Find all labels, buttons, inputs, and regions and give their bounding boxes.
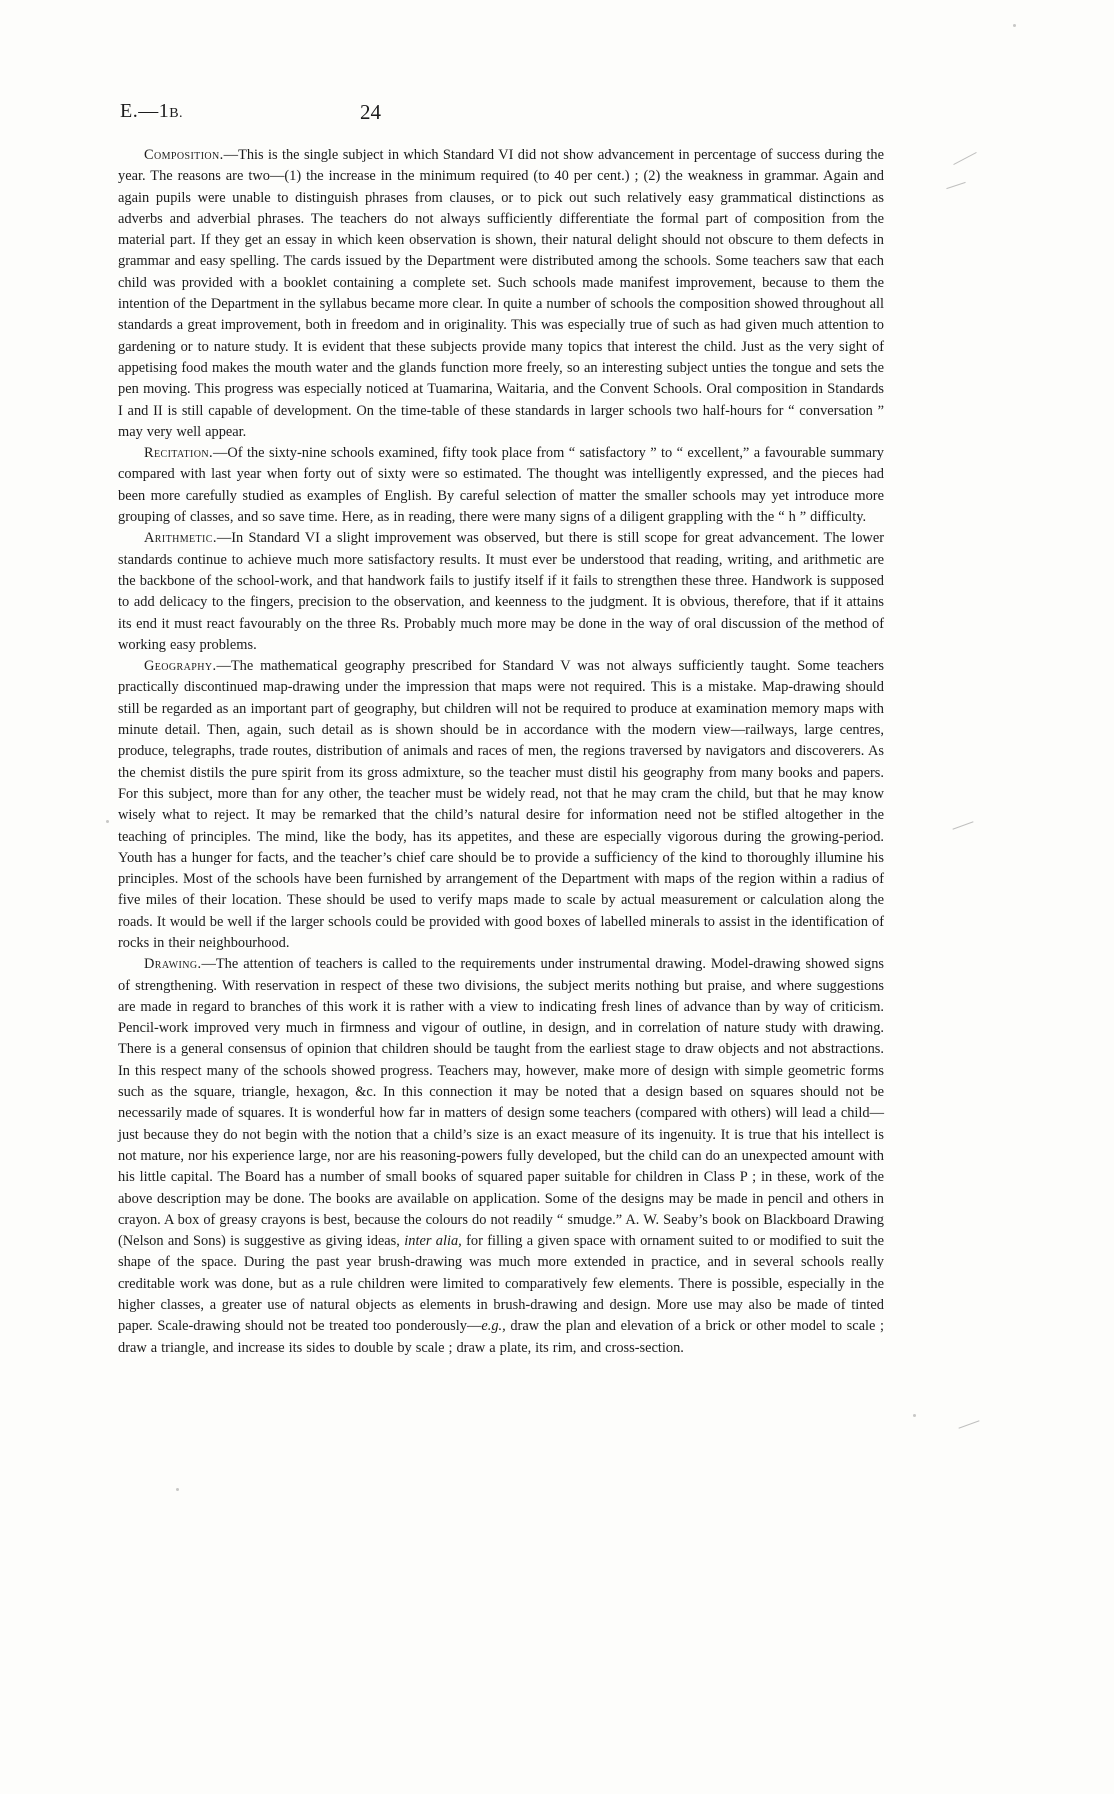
page-number: 24 [360,100,381,124]
paragraph-recitation [118,443,884,528]
paragraph-heading-drawing: Drawing. [144,956,202,973]
page-header [120,100,1000,126]
body-text-column [118,145,884,1359]
paragraph-italic-inter-alia: inter alia, [404,1233,462,1250]
paragraph-geography [118,656,884,954]
paragraph-heading-arithmetic: Arithmetic. [144,530,217,547]
scan-stroke-middle-right [946,182,965,189]
scan-stroke-bottom-right [958,1420,979,1428]
paragraph-body-recitation: —Of the sixty-nine schools examined, fifty took place from “ satisfactory ” to “ excellent,” a favourable summary compared with last year when forty out of sixty were so estimated. The thought was intelligently expressed, and the pieces had been more carefully studied as examples of English. By careful selection of matter the smaller schools may yet introduce more grouping of classes, and so save time. Here, as in reading, there were many signs of a diligent grappling with the “ h ” difficulty. [118,445,884,526]
folio-identifier-sep: —1 [138,100,170,122]
folio-identifier-suffix: B. [169,106,184,121]
paragraph-italic-eg: e.g., [481,1318,506,1335]
paragraph-composition [118,145,884,443]
paragraph-body-composition: —This is the single subject in which Standard VI did not show advancement in percentage of success during the year. The reasons are two—(1) the increase in the minimum required (to 40 per cent.) ; (2) the weakness in grammar. Again and again pupils were unable to distinguish phrases from clauses, or to pick out such relatively easy grammatical distinctions as adverbs and adverbial phrases. The teachers do not always sufficiently differentiate the formal part of composition from the material part. If they get an essay in which keen observation is shown, their natural delight should not obscure to them defects in grammar and easy spelling. The cards issued by the Department were distributed among the schools. Some teachers saw that each child was provided with a booklet containing a complete set. Such schools made manifest improvement, because to them the intention of the Department in the syllabus became more clear. In quite a number of schools the composition showed throughout all standards a great improvement, both in freedom and in originality. This was especially true of such as had given much attention to gardening or to nature study. It is evident that these subjects provide many topics that interest the child. Just as the very sight of appetising food makes the mouth water and the glands function more freely, so an interesting subject unties the tongue and sets the pen moving. This progress was especially noticed at Tuamarina, Waitaria, and the Convent Schools. Oral composition in Standards I and II is still capable of development. On the time-table of these standards in larger schools two half-hours for “ conversation ” may very well appear. [118,147,884,440]
scan-stroke-upper-right [953,152,976,165]
paragraph-body-drawing-cont: for filling a given space with ornament suited to or modified to suit the shape of the space. During the past year brush-drawing was much more extended in practice, and in several schools really creditable work was done, but as a rule children were limited to comparatively few elements. There is possible, especially in the higher classes, a greater use of natural objects as elements in brush-drawing and design. More use may also be made of tinted paper. Scale-drawing should not be treated too ponderously— [118,1233,885,1335]
paragraph-heading-recitation: Recitation. [144,445,214,462]
paragraph-body-geography: —The mathematical geography prescribed for Standard V was not always sufficiently taught. Some teachers practically discontinued map-drawing under the impression that maps were not required. This is a mistake. Map-drawing should still be regarded as an important part of geography, but children will not be required to produce at examination memory maps with minute detail. Then, again, such detail as is shown should be in accordance with the modern view—railways, large centres, produce, telegraphs, trade routes, distribution of animals and races of men, the regions traversed by navigators and discoverers. As the chemist distils the pure spirit from its gross admixture, so the teacher must distil his geography from many books and papers. For this subject, more than for any other, the teacher must be widely read, not that he may cram the child, but that he may know wisely what to reject. It may be remarked that the child’s natural desire for information need not be stifled altogether in the teaching of principles. The mind, like the body, has its appetites, and these are especially vigorous during the growing-period. Youth has a hunger for facts, and the teacher’s chief care should be to provide a sufficiency of the kind to thoroughly illumine his principles. Most of the schools have been furnished by arrangement of the Department with maps of the region within a radius of five miles of their location. These should be used to verify maps made to scale by actual measurement or calculation along the roads. It would be well if the larger schools could be provided with good boxes of labelled minerals to assist in the identification of rocks in their neighbourhood. [118,658,884,951]
folio-identifier-main: E. [120,100,139,122]
folio-identifier [120,100,183,123]
scan-speck-left-margin [106,820,109,823]
scan-speck-bottom-right [913,1414,916,1417]
paragraph-body-drawing-tail: draw the plan and elevation of a brick or other model to scale ; draw a triangle, and increase its sides to double by scale ; draw a plate, its rim, and cross-section. [118,1318,884,1356]
scan-stroke-geography-right [952,821,973,829]
paragraph-arithmetic [118,528,884,656]
paragraph-heading-geography: Geography. [144,658,217,675]
paragraph-body-drawing: —The attention of teachers is called to the requirements under instrumental drawing. Model-drawing showed signs of strengthening. With reservation in respect of these two divisions, the subject merits nothing but praise, and where suggestions are made in regard to branches of this work it is rather with a view to indicating fresh lines of advance than by way of criticism. Pencil-work improved very much in firmness and vigour of outline, in design, and in correlation of nature study with drawing. There is a general consensus of opinion that children should be taught from the earliest stage to draw objects and not abstractions. In this respect many of the schools showed progress. Teachers may, however, make more of design with simple geometric forms such as the square, triangle, hexagon, &c. In this connection it may be noted that a design based on squares should not be necessarily made of squares. It is wonderful how far in matters of design some teachers (compared with others) will lead a child—just because they do not begin with the notion that a child’s size is an exact measure of its ingenuity. It is true that his intellect is not mature, nor his experience large, nor are his reasoning-powers fully developed, but the child can do an unexpected amount with his little capital. The Board has a number of small books of squared paper suitable for children in Class P ; in these, work of the above description may be done. The books are available on application. Some of the designs may be made in pencil and others in crayon. A box of greasy crayons is best, because the colours do not readily “ smudge.” A. W. Seaby’s book on Blackboard Drawing (Nelson and Sons) is suggestive as giving ideas, [118,956,884,1250]
paragraph-body-arithmetic: —In Standard VI a slight improvement was observed, but there is still scope for great advancement. The lower standards continue to achieve much more satisfactory results. It must ever be understood that reading, writing, and arithmetic are the backbone of the school-work, and that handwork fails to justify itself if it fails to strengthen these three. Handwork is supposed to add delicacy to the fingers, precision to the observation, and keenness to the judgment. It is obvious, therefore, that if it attains its end it must react favourably on the three Rs. Probably much more may be done in the way of oral discussion of the method of working easy problems. [118,530,884,653]
scan-speck-top-right [1013,24,1016,27]
paragraph-heading-composition: Composition. [144,147,224,163]
scan-speck-bottom-left [176,1488,179,1491]
paragraph-drawing [118,954,884,1359]
